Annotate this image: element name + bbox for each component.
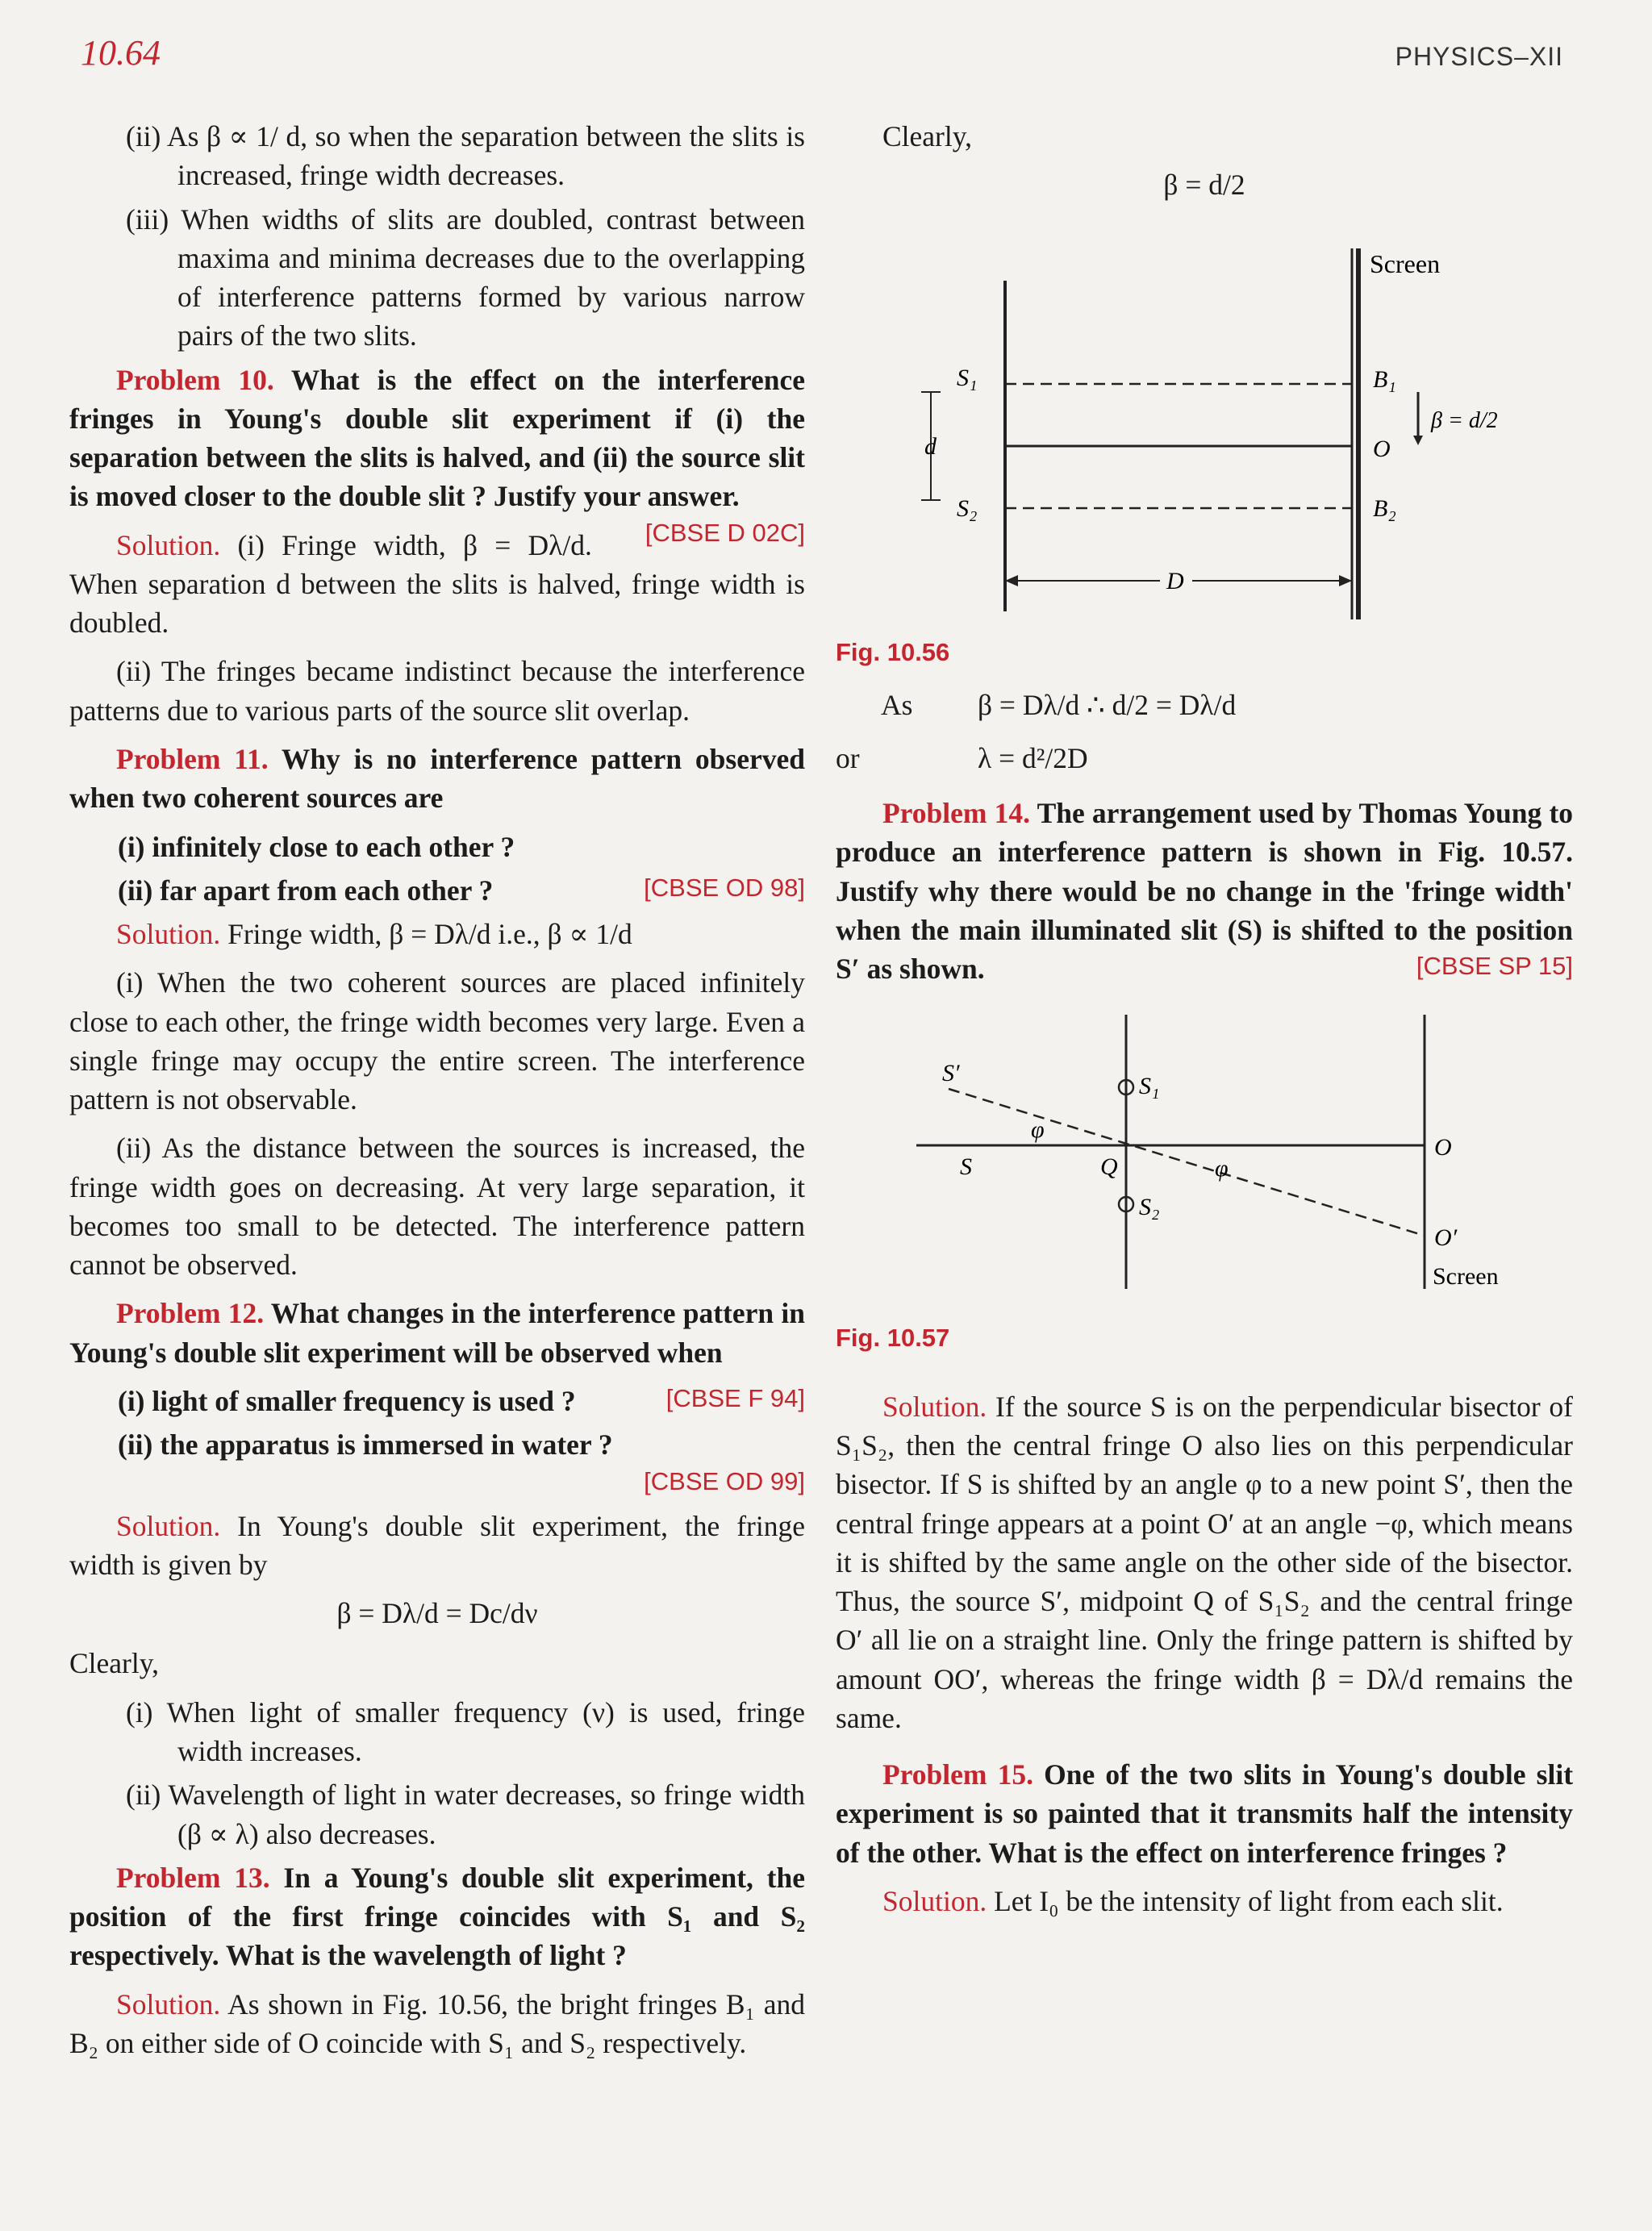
s-prime-label: S′	[942, 1059, 960, 1086]
solution-12-text: In Young's double slit experiment, the fringe width is given by	[69, 1509, 806, 1581]
solution-14-text: If the source S is on the perpendicular bisector of S₁S₂, then the central fringe O also lies on this perpendicular bisector. If S is shifted by an angle φ to a new point S′, then the central fringe appears at a point O′ at an angle −φ, which means it is shifted by the same angle on the other side of the bisector. Thus, the source S′, midpoint Q of S₁S₂ and the central fringe O′ all lie on a straight line. Only the fringe pattern is shifted by amount OO′, whereas the fringe width β = Dλ/d remains the same.	[836, 1390, 1573, 1734]
figure-10-56	[836, 216, 1562, 636]
solution-12	[69, 1507, 805, 1585]
problem-10-label: Problem 10.	[116, 363, 274, 396]
problem-12-i	[69, 1382, 805, 1420]
s1-label: S₁	[1139, 1072, 1160, 1099]
problem-13-text: In a Young's double slit experiment, the position of the first fringe coincides with S₁ and S₂ respectively. What is the wavelength of light ?	[69, 1861, 805, 1972]
solution-12-i: (i) When light of smaller frequency (ν) is used, fringe width increases.	[126, 1695, 805, 1767]
o-label: O	[1434, 1133, 1452, 1161]
solution-13-text: As shown in Fig. 10.56, the bright fringes B₁ and B₂ on either side of O coincide with S₁ and S₂ respectively.	[69, 1987, 805, 2059]
problem-11-ii	[69, 871, 805, 910]
q-label: Q	[1100, 1153, 1118, 1180]
problem-11-text: Why is no interference pattern observed when two coherent sources are	[69, 742, 806, 815]
problem-14-ref: [CBSE SP 15]	[1416, 952, 1573, 981]
problem-11-i: (i) infinitely close to each other ?	[118, 830, 515, 863]
b1-label: B₁	[1373, 365, 1396, 393]
problem-14-label: Problem 14.	[882, 797, 1031, 830]
solution-label: Solution.	[882, 1884, 987, 1917]
problem-11	[69, 740, 805, 818]
solution-label: Solution.	[116, 528, 221, 561]
problem-12	[69, 1294, 805, 1372]
point-ii: (ii) As β ∝ 1/ d, so when the separation between the slits is increased, fringe width decreases.	[126, 120, 805, 192]
o-prime-label: O′	[1434, 1224, 1458, 1251]
problem-15	[836, 1755, 1573, 1872]
clearly-text-right: Clearly,	[882, 120, 973, 152]
beta-arrow-head	[1413, 436, 1423, 445]
figure-10-57	[836, 999, 1562, 1321]
solution-13	[69, 1985, 805, 2063]
problem-13	[69, 1858, 805, 1975]
solution-15-text: Let I₀ be the intensity of light from each slit.	[994, 1884, 1504, 1917]
problem-10-ref: [CBSE D 02C]	[645, 518, 805, 547]
s2-label: S₂	[957, 494, 978, 522]
problem-11-ii-text: (ii) far apart from each other ?	[118, 874, 494, 907]
solution-label: Solution.	[116, 1987, 221, 2020]
problem-12-ii-ref: [CBSE OD 99]	[644, 1466, 805, 1495]
screen-label: Screen	[1433, 1262, 1499, 1290]
problem-12-label: Problem 12.	[116, 1297, 265, 1330]
phi-left: φ	[1031, 1116, 1045, 1143]
equation-beta: β = d/2	[1163, 169, 1245, 202]
problem-13-label: Problem 13.	[116, 1861, 270, 1894]
as-label: As	[881, 688, 913, 721]
left-column	[69, 117, 805, 2072]
problem-12-ii: (ii) the apparatus is immersed in water ?	[118, 1428, 613, 1462]
D-label: D	[1166, 567, 1184, 594]
D-arrow-right	[1339, 575, 1352, 586]
s2-label: S₂	[1139, 1193, 1160, 1220]
shifted-ray	[949, 1089, 1425, 1236]
d-label: d	[924, 432, 937, 460]
problem-12-i-ref: [CBSE F 94]	[665, 1383, 805, 1412]
equation-as-row	[836, 686, 1573, 724]
problem-15-label: Problem 15.	[882, 1758, 1033, 1791]
screen-label: Screen	[1370, 248, 1441, 278]
clearly-text: Clearly,	[69, 1647, 160, 1680]
solution-11-text: Fringe width, β = Dλ/d i.e., β ∝ 1/d	[227, 918, 632, 951]
equation-fringe-width: β = Dλ/d = Dc/dν	[336, 1597, 538, 1630]
problem-11-label: Problem 11.	[116, 742, 269, 775]
or-label: or	[836, 741, 860, 774]
solution-11-ii: (ii) As the distance between the sources is increased, the fringe width goes on decreasing. At very large separation, it becomes too small to be detected. The interference pattern cannot be observed.	[69, 1132, 805, 1282]
solution-label: Solution.	[116, 918, 221, 951]
problem-15-text: One of the two slits in Young's double slit experiment is so painted that it transmits half the intensity of the other. What is the effect on interference fringes ?	[836, 1758, 1574, 1869]
problem-14-text: The arrangement used by Thomas Young to produce an interference pattern is shown in Fig. 10.57. Justify why there would be no change in the 'fringe width' when the main illuminated slit (S) is shifted to the position S′ as shown.	[836, 797, 1574, 986]
solution-15	[836, 1882, 1573, 1920]
problem-14	[836, 794, 1573, 988]
b2-label: B₂	[1373, 494, 1396, 522]
point-iii: (iii) When widths of slits are doubled, contrast between maxima and minima decreases due to the overlapping of interference patterns formed by various narrow pairs of the two slits.	[126, 202, 805, 352]
solution-14	[836, 1387, 1573, 1737]
fig-10-57-caption: Fig. 10.57	[836, 1323, 950, 1352]
beta-label: β = d/2	[1431, 407, 1498, 433]
solution-11	[69, 915, 805, 953]
s-label: S	[960, 1153, 972, 1180]
solution-12-ii: (ii) Wavelength of light in water decreases, so fringe width (β ∝ λ) also decreases.	[126, 1779, 805, 1850]
solution-label: Solution.	[882, 1390, 987, 1423]
problem-12-i-text: (i) light of smaller frequency is used ?	[118, 1384, 576, 1417]
problem-10-text: What is the effect on the interference fringes in Young's double slit experiment if (i) the separation between the slits is halved, and (ii) the source slit is moved closer to the double slit ? Justify your answer.	[69, 363, 805, 513]
fig-10-56-caption: Fig. 10.56	[836, 637, 950, 666]
equation-lambda: λ = d²/2D	[978, 741, 1088, 774]
right-column	[836, 117, 1573, 1930]
D-arrow-left	[1005, 575, 1018, 586]
solution-11-i: (i) When the two coherent sources are placed infinitely close to each other, the fringe width becomes very large. Even a single fringe may occupy the entire screen. The interference pattern is not observable.	[69, 966, 805, 1116]
s1-label: S₁	[957, 364, 978, 391]
phi-right: φ	[1215, 1154, 1229, 1182]
problem-11-ref: [CBSE OD 98]	[644, 873, 805, 902]
page-number: 10.64	[81, 33, 161, 73]
o-label: O	[1373, 435, 1391, 462]
solution-label: Solution.	[116, 1509, 221, 1542]
equation-as: β = Dλ/d ∴ d/2 = Dλ/d	[978, 688, 1237, 721]
solution-10-ii: (ii) The fringes became indistinct because the interference patterns due to various parts of the source slit overlap.	[69, 655, 805, 727]
running-head: PHYSICS–XII	[1395, 42, 1563, 71]
equation-or-row	[836, 739, 1573, 778]
solution-10-i-text: (i) Fringe width, β = Dλ/d. When separation d between the slits is halved, fringe width is doubled.	[69, 528, 805, 640]
problem-12-text: What changes in the interference pattern in Young's double slit experiment will be observed when	[69, 1297, 805, 1369]
